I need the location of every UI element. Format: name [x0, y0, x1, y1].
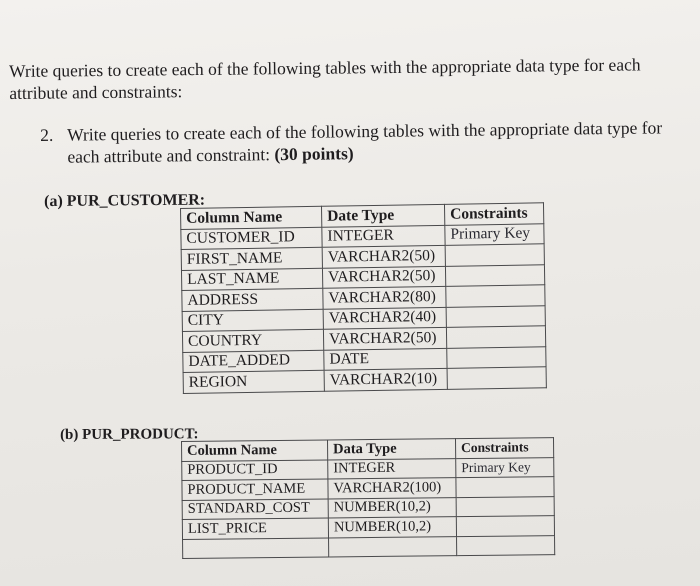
constraint-cell: [446, 305, 545, 327]
header-cell: Constraints: [455, 438, 553, 459]
data-type-cell: INTEGER: [328, 458, 456, 479]
question-text: Write queries to create each of the following tables with the appropriate data type for each attribute and constraint:: [67, 117, 663, 167]
column-name-cell: PRODUCT_ID: [182, 459, 328, 480]
data-type-cell: VARCHAR2(50): [323, 327, 446, 349]
constraint-cell: [447, 367, 546, 389]
constraint-cell: [445, 264, 544, 286]
data-type-cell: VARCHAR2(10): [324, 368, 447, 390]
column-name-cell: DATE_ADDED: [183, 350, 324, 373]
data-type-cell: VARCHAR2(100): [328, 478, 456, 499]
constraint-cell: [456, 516, 554, 537]
data-type-cell: VARCHAR2(50): [322, 266, 445, 288]
product-table: [181, 437, 555, 559]
data-type-cell: DATE: [324, 348, 447, 370]
constraint-cell: [457, 535, 555, 556]
column-name-cell: CUSTOMER_ID: [181, 227, 322, 250]
part-a-label: (a) PUR_CUSTOMER:: [44, 191, 206, 210]
data-type-cell: INTEGER: [322, 225, 445, 247]
header-cell: Column Name: [181, 206, 322, 229]
question-number: 2.: [40, 124, 54, 145]
constraint-cell: [456, 477, 554, 498]
question-body: [67, 116, 677, 167]
table-row: [183, 535, 555, 558]
header-cell: Constraints: [444, 203, 543, 225]
column-name-cell: LIST_PRICE: [182, 518, 328, 539]
question-points: (30 points): [274, 143, 354, 165]
intro-text: Write queries to create each of the following tables with the appropriate data type for each attribute and constraints:: [9, 54, 641, 103]
table-row: [183, 367, 546, 393]
data-type-cell: VARCHAR2(80): [323, 286, 446, 308]
header-cell: Date Type: [321, 204, 444, 226]
data-type-cell: [329, 536, 457, 557]
header-cell: Data Type: [327, 439, 455, 460]
column-name-cell: LAST_NAME: [181, 268, 322, 291]
constraint-cell: [445, 244, 544, 266]
column-name-cell: PRODUCT_NAME: [182, 479, 328, 500]
part-b-label: (b) PUR_PRODUCT:: [60, 426, 199, 443]
question-2: [40, 116, 680, 167]
column-name-cell: STANDARD_COST: [182, 498, 328, 519]
constraint-cell: [446, 285, 545, 307]
data-type-cell: VARCHAR2(50): [322, 245, 445, 267]
customer-table: [180, 202, 547, 393]
column-name-cell: COUNTRY: [182, 329, 323, 352]
data-type-cell: NUMBER(10,2): [328, 497, 456, 518]
constraint-cell: Primary Key: [456, 457, 554, 478]
header-cell: Column Name: [182, 440, 328, 461]
column-name-cell: REGION: [183, 370, 324, 393]
constraint-cell: [447, 346, 546, 368]
constraint-cell: [456, 496, 554, 517]
column-name-cell: FIRST_NAME: [181, 247, 322, 270]
data-type-cell: VARCHAR2(40): [323, 307, 446, 329]
data-type-cell: NUMBER(10,2): [328, 517, 456, 538]
column-name-cell: [183, 537, 329, 558]
column-name-cell: ADDRESS: [182, 288, 323, 311]
column-name-cell: CITY: [182, 309, 323, 332]
constraint-cell: [446, 326, 545, 348]
constraint-cell: Primary Key: [445, 223, 544, 245]
